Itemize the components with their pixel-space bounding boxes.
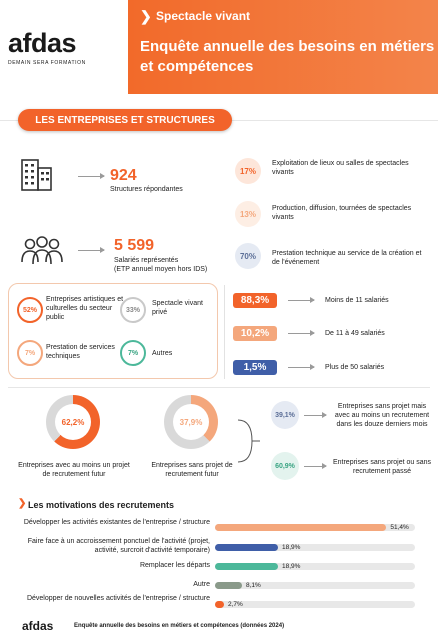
motivation-bar-track	[215, 563, 415, 570]
salaries-sublabel: (ETP annuel moyen hors IDS)	[114, 266, 208, 273]
activity-pct-circle: 70%	[235, 243, 261, 269]
footer-text: Enquête annuelle des besoins en métiers et compétences (données 2024)	[74, 623, 285, 629]
people-group-icon	[20, 236, 64, 266]
salaries-label: Salariés représentés	[114, 257, 179, 264]
motivation-label: Remplacer les départs	[139, 562, 210, 569]
motivation-bar	[215, 524, 386, 531]
activity-pct-circle: 17%	[235, 158, 261, 184]
split-label: Entreprises sans projet ou sans recrutement passé	[332, 459, 432, 475]
motivation-bar-track	[215, 582, 415, 589]
motivation-bar	[215, 582, 242, 589]
motivation-bar	[215, 601, 224, 608]
activity-label: Exploitation de lieux ou salles de spectacles vivants	[272, 160, 409, 176]
donut-label: Entreprises avec au moins un projet de recrutement futur	[18, 462, 130, 478]
arrow-icon	[78, 176, 104, 177]
type-label: Entreprises artistiques et culturelles du secteur public	[46, 296, 124, 321]
split-label: Entreprises sans projet mais avec au moins un recrutement dans les douze derniers mois	[334, 403, 430, 428]
motivation-label: Développer les activités existantes de l'entreprise / structure	[23, 519, 210, 526]
chevron-right-icon: ❯	[18, 498, 27, 509]
type-label: Spectacle vivant privé	[152, 300, 203, 316]
size-label: De 11 à 49 salariés	[325, 330, 385, 337]
motivation-value: 18,9%	[282, 563, 301, 570]
salaries-count: 5 599	[114, 237, 155, 254]
motivation-bar	[215, 563, 278, 570]
donut-without-project	[164, 395, 218, 449]
activity-pct-circle: 13%	[235, 201, 261, 227]
chevron-right-icon: ❯	[140, 8, 152, 24]
size-pct-badge: 1,5%	[233, 360, 277, 375]
motivation-bar-track	[215, 524, 415, 531]
arrow-icon	[288, 333, 314, 334]
type-label: Prestation de services techniques	[46, 344, 115, 360]
size-label: Moins de 11 salariés	[325, 297, 389, 304]
activity-label: Production, diffusion, tournées de spectacles vivants	[272, 205, 412, 221]
arrow-icon	[304, 466, 326, 467]
donut-value: 37,9%	[173, 404, 209, 440]
type-pct-ring: 7%	[17, 340, 43, 366]
motivation-value: 8,1%	[246, 582, 261, 589]
size-pct-badge: 10,2%	[233, 326, 277, 341]
split-pct-circle: 60,9%	[271, 452, 299, 480]
type-pct-ring: 52%	[17, 297, 43, 323]
size-label: Plus de 50 salariés	[325, 364, 385, 371]
motivation-label: Développer de nouvelles activités de l'entreprise / structure	[26, 595, 210, 602]
afdas-logo: afdas	[8, 28, 77, 58]
size-pct-badge: 88,3%	[233, 293, 277, 308]
header-kicker: Spectacle vivant	[156, 9, 251, 23]
arrow-icon	[288, 367, 314, 368]
section-title-pill: LES ENTREPRISES ET STRUCTURES	[18, 109, 232, 131]
type-pct-ring: 7%	[120, 340, 146, 366]
type-label: Autres	[152, 350, 173, 357]
donut-with-project	[46, 395, 100, 449]
motivations-title: Les motivations des recrutements	[28, 500, 175, 510]
motivation-value: 18,9%	[282, 544, 301, 551]
arrow-icon	[304, 415, 326, 416]
section-divider	[8, 387, 430, 388]
vertical-divider	[224, 285, 225, 379]
footer-logo: afdas	[22, 619, 54, 633]
motivation-label: Faire face à un accroissement ponctuel de l'activité (projet, activité, surcroit d'activité temporaire)	[27, 538, 210, 554]
donut-value: 62,2%	[55, 404, 91, 440]
motivation-value: 51,4%	[390, 524, 409, 531]
motivation-bar-track	[215, 544, 415, 551]
motivation-bar	[215, 544, 278, 551]
logo-tagline: DEMAIN SERA FORMATION	[8, 60, 86, 66]
bracket-connector	[238, 412, 262, 470]
activity-label: Prestation technique au service de la création et de l'événement	[272, 250, 422, 266]
type-pct-ring: 33%	[120, 297, 146, 323]
arrow-icon	[78, 250, 104, 251]
donut-label: Entreprises sans projet de recrutement futur	[151, 462, 233, 478]
building-icon	[20, 156, 54, 192]
split-pct-circle: 39,1%	[271, 401, 299, 429]
motivation-bar-track	[215, 601, 415, 608]
page-title: Enquête annuelle des besoins en métiers et compétences	[140, 38, 435, 75]
structures-count: 924	[110, 167, 137, 184]
motivation-label: Autre	[193, 581, 210, 588]
arrow-icon	[288, 300, 314, 301]
motivation-value: 2,7%	[228, 601, 243, 608]
structures-label: Structures répondantes	[110, 186, 183, 193]
